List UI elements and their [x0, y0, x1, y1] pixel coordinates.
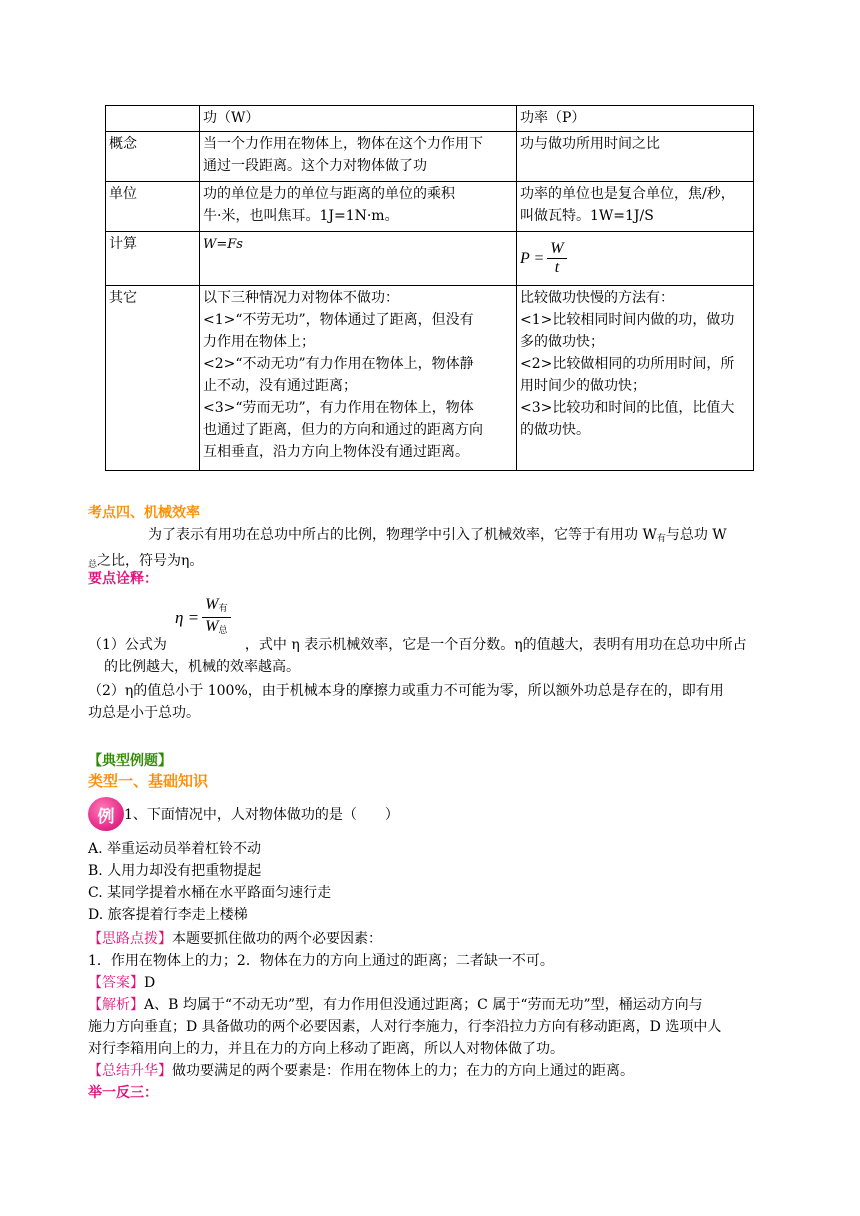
- section-intro: [88, 524, 778, 576]
- table-cell: [517, 132, 754, 182]
- section-title: 考点四、机械效率: [88, 505, 200, 521]
- analysis-text: A、B 均属于“不动无功”型，有力作用但没通过距离；C 属于“劳而无功”型，桶运动方向与: [144, 997, 703, 1013]
- cell-line: 互相垂直，沿力方向上物体没有通过距离。: [203, 444, 469, 460]
- fraction-denominator: t: [554, 259, 560, 276]
- formula-lhs: η =: [175, 607, 200, 627]
- table-cell: [200, 286, 517, 471]
- answer-label: 【答案】: [88, 975, 144, 991]
- fraction-numerator: W: [547, 240, 566, 259]
- cell-line: 止不动，没有通过距离；: [203, 378, 357, 394]
- subscript: 总: [218, 625, 228, 635]
- table-row: [106, 132, 754, 182]
- cell-line: <3>比较功和时间的比值，比值大: [520, 400, 735, 416]
- table-cell: [517, 232, 754, 286]
- analysis-block: [88, 994, 788, 1060]
- formula-lhs: P =: [520, 249, 545, 267]
- table-cell: [200, 232, 517, 286]
- point-text: ，式中 η 表示机械效率，它是一个百分数。η的值越大，表明有用功在总功中所占: [244, 637, 747, 653]
- table-row: [106, 286, 754, 471]
- answer-block: [88, 972, 155, 994]
- intro-text: 之比，符号为η。: [97, 553, 204, 569]
- table-cell: [517, 182, 754, 232]
- denominator-symbol: W: [205, 618, 219, 635]
- point-text: 功总是小于总功。: [88, 705, 200, 721]
- table-row: [106, 182, 754, 232]
- point-text: 的比例越大，机械的效率越高。: [104, 659, 300, 675]
- fraction: [202, 596, 230, 639]
- table-cell: [517, 286, 754, 471]
- hint-text: 本题要抓住做功的两个必要因素：: [172, 931, 382, 947]
- fraction-numerator: [202, 596, 230, 618]
- point-2: [88, 680, 788, 724]
- cell-line: 牛·米，也叫焦耳。1J=1N·m。: [203, 208, 399, 224]
- cell-line: 以下三种情况力对物体不做功：: [203, 290, 399, 306]
- summary-label: 【总结升华】: [88, 1063, 172, 1079]
- answer-value: D: [144, 975, 156, 991]
- cell-line: 的做功快。: [520, 422, 590, 438]
- cell-line: 力作用在物体上；: [203, 334, 315, 350]
- practice-label: 举一反三：: [88, 1085, 158, 1101]
- hint-block: [88, 928, 788, 972]
- subscript: 总: [88, 560, 98, 570]
- list-item: A. 举重运动员举着杠铃不动: [88, 841, 262, 857]
- point-text: （1）公式为: [88, 637, 167, 653]
- cell-line: 多的做功快；: [520, 334, 604, 350]
- fraction: [547, 240, 566, 277]
- analysis-text: 对行李箱用向上的力，并且在力的方向上移动了距离，所以人对物体做了功。: [88, 1041, 564, 1057]
- hint-label: 【思路点拨】: [88, 931, 172, 947]
- table-header-row: [106, 106, 754, 132]
- subscript: 有: [656, 534, 666, 544]
- list-item: C. 某同学提着水桶在水平路面匀速行走: [88, 885, 332, 901]
- row-label: 概念: [106, 132, 200, 182]
- question-text: 1、下面情况中，人对物体做功的是（ ）: [124, 807, 399, 823]
- option-list: [88, 838, 331, 926]
- cell-line: <2>“不动无功”有力作用在物体上，物体静: [203, 356, 474, 372]
- summary-text: 做功要满足的两个要素是：作用在物体上的力；在力的方向上通过的距离。: [172, 1063, 634, 1079]
- work-power-table: [105, 105, 754, 471]
- list-item: B. 人用力却没有把重物提起: [88, 863, 262, 879]
- row-label: 计算: [106, 232, 200, 286]
- list-item: D. 旅客提着行李走上楼梯: [88, 907, 248, 923]
- cell-line: <1>比较相同时间内做的功，做功: [520, 312, 735, 328]
- key-points-label: 要点诠释：: [88, 571, 158, 587]
- summary-block: [88, 1060, 788, 1082]
- type-heading: 类型一、基础知识: [88, 772, 209, 790]
- table-cell: [200, 182, 517, 232]
- cell-line: 当一个力作用在物体上，物体在这个力作用下: [203, 136, 483, 152]
- cell-line: <3>“劳而无功”，有力作用在物体上，物体: [203, 400, 474, 416]
- power-formula: [520, 240, 567, 277]
- cell-line: 也通过了距离，但力的方向和通过的距离方向: [203, 422, 483, 438]
- analysis-text: 施力方向垂直；D 具备做功的两个必要因素，人对行李施力，行李沿拉力方向有移动距离，D 选项中人: [88, 1019, 722, 1035]
- table-cell: [200, 132, 517, 182]
- work-formula: W=Fs: [203, 237, 243, 252]
- cell-line: 用时间少的做功快；: [520, 378, 646, 394]
- cell-line: 通过一段距离。这个力对物体做了功: [203, 158, 427, 174]
- cell-line: <2>比较做相同的功所用时间，所: [520, 356, 735, 372]
- intro-text: 与总功 W: [665, 527, 727, 543]
- efficiency-formula: [175, 596, 231, 639]
- cell-line: 比较做功快慢的方法有：: [520, 290, 674, 306]
- table-header-cell: 功率（P）: [517, 106, 754, 132]
- hint-text: 1．作用在物体上的力；2．物体在力的方向上通过的距离；二者缺一不可。: [88, 953, 554, 969]
- cell-line: 功与做功所用时间之比: [520, 136, 660, 152]
- table-header-cell: 功（W）: [200, 106, 517, 132]
- cell-line: 功率的单位也是复合单位，焦/秒，: [520, 186, 735, 202]
- cell-line: <1>“不劳无功”，物体通过了距离，但没有: [203, 312, 474, 328]
- examples-heading: 【典型例题】: [88, 753, 172, 769]
- table-header-cell: [106, 106, 200, 132]
- cell-line: 功的单位是力的单位与距离的单位的乘积: [203, 186, 455, 202]
- point-text: （2）η的值总小于 100%，由于机械本身的摩擦力或重力不可能为零，所以额外功总是存在的，即有用: [88, 683, 724, 699]
- numerator-symbol: W: [205, 596, 219, 613]
- example-badge-icon: 例: [88, 797, 124, 831]
- row-label: 单位: [106, 182, 200, 232]
- table-row: [106, 232, 754, 286]
- point-1: [88, 634, 788, 678]
- analysis-label: 【解析】: [88, 997, 144, 1013]
- subscript: 有: [218, 603, 228, 613]
- row-label: 其它: [106, 286, 200, 471]
- cell-line: 叫做瓦特。1W=1J/S: [520, 208, 654, 224]
- intro-text: 为了表示有用功在总功中所占的比例，物理学中引入了机械效率，它等于有用功 W: [148, 527, 657, 543]
